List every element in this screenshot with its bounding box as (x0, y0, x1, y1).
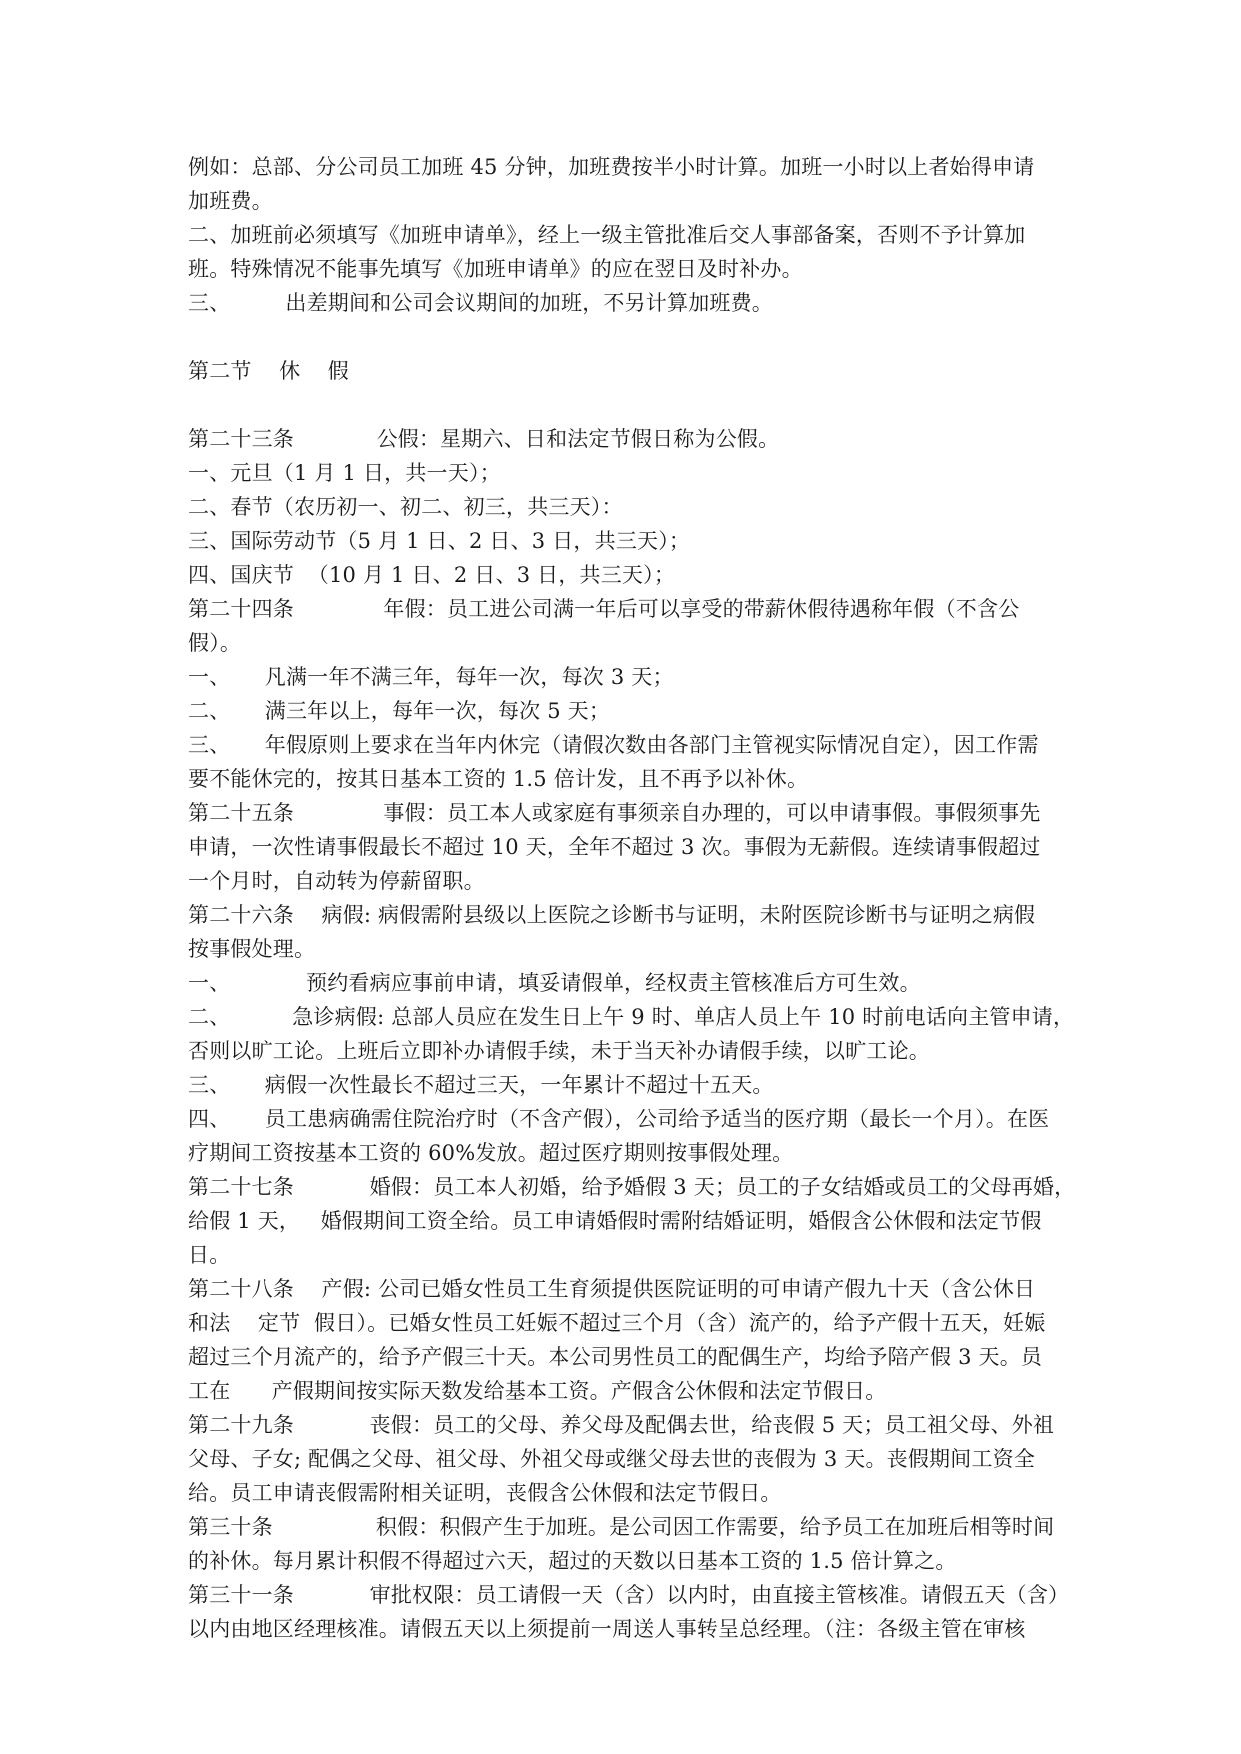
text-line: 要不能休完的，按其日基本工资的 1.5 倍计发，且不再予以补休。 (188, 767, 809, 791)
text-line: 三、国际劳动节（5 月 1 日、2 日、3 日，共三天）； (188, 529, 691, 553)
text-line: 第三十条 积假：积假产生于加班。是公司因工作需要，给予员工在加班后相等时间 (188, 1515, 1055, 1539)
text-line: 第二十三条 公假：星期六、日和法定节假日称为公假。 (188, 427, 780, 451)
text-line: 二、 急诊病假: 总部人员应在发生日上午 9 时、单店人员上午 10 时前电话向主管申请， (188, 1005, 1075, 1029)
text-line: 第二十五条 事假：员工本人或家庭有事须亲自办理的，可以申请事假。事假须事先 (188, 801, 1041, 825)
text-line: 假）。 (188, 631, 242, 655)
document-body (188, 150, 1076, 1646)
text-line: 例如：总部、分公司员工加班 45 分钟，加班费按半小时计算。加班一小时以上者始得申请 (188, 155, 1035, 179)
text-line: 第二十七条 婚假：员工本人初婚，给予婚假 3 天；员工的子女结婚或员工的父母再婚， (188, 1175, 1076, 1199)
text-line: 加班费。 (188, 189, 273, 213)
text-line: 和法 定节 假日）。已婚女性员工妊娠不超过三个月（含）流产的，给予产假十五天，妊娠 (188, 1311, 1046, 1335)
text-line: 一、元旦（1 月 1 日，共一天）； (188, 461, 501, 485)
text-line: 父母、子女; 配偶之父母、祖父母、外祖父母或继父母去世的丧假为 3 天。丧假期间工资全 (188, 1447, 1036, 1471)
text-line: 给。员工申请丧假需附相关证明，丧假含公休假和法定节假日。 (188, 1481, 782, 1505)
blank-line (188, 388, 1068, 422)
blank-line (188, 320, 1068, 354)
text-line: 工在 产假期间按实际天数发给基本工资。产假含公休假和法定节假日。 (188, 1379, 887, 1403)
text-line: 第三十一条 审批权限：员工请假一天（含）以内时，由直接主管核准。请假五天（含） (188, 1583, 1070, 1607)
text-line: 按事假处理。 (188, 937, 316, 961)
text-line: 四、国庆节 （10 月 1 日、2 日、3 日，共三天）； (188, 563, 676, 587)
text-line: 否则以旷工论。上班后立即补办请假手续，未于当天补办请假手续，以旷工论。 (188, 1039, 930, 1063)
text-line: 一、 凡满一年不满三年，每年一次，每次 3 天； (188, 665, 674, 689)
text-line: 的补休。每月累计积假不得超过六天，超过的天数以日基本工资的 1.5 倍计算之。 (188, 1549, 957, 1573)
text-line: 给假 1 天， 婚假期间工资全给。员工申请婚假时需附结婚证明，婚假含公休假和法定节假 (188, 1209, 1042, 1233)
text-line: 一个月时，自动转为停薪留职。 (188, 869, 485, 893)
text-line: 申请，一次性请事假最长不超过 10 天，全年不超过 3 次。事假为无薪假。连续请事假超过 (188, 835, 1041, 859)
text-line: 二、 满三年以上，每年一次，每次 5 天； (188, 699, 611, 723)
text-line: 三、 年假原则上要求在当年内休完（请假次数由各部门主管视实际情况自定），因工作需 (188, 733, 1039, 757)
text-line: 二、加班前必须填写《加班申请单》，经上一级主管批准后交人事部备案，否则不予计算加 (188, 223, 1026, 247)
text-line: 第二十四条 年假：员工进公司满一年后可以享受的带薪休假待遇称年假（不含公 (188, 597, 1020, 621)
text-line: 超过三个月流产的，给予产假三十天。本公司男性员工的配偶生产，均给予陪产假 3 天。员 (188, 1345, 1043, 1369)
text-line: 疗期间工资按基本工资的 60%发放。超过医疗期则按事假处理。 (188, 1141, 794, 1165)
section-heading: 第二节 休 假 (188, 359, 350, 383)
text-line: 四、 员工患病确需住院治疗时（不含产假），公司给予适当的医疗期（最长一个月）。在医 (188, 1107, 1050, 1131)
text-line: 第二十九条 丧假：员工的父母、养父母及配偶去世，给丧假 5 天；员工祖父母、外祖 (188, 1413, 1055, 1437)
text-line: 日。 (188, 1243, 231, 1267)
text-line: 一、 预约看病应事前申请，填妥请假单，经权责主管核准后方可生效。 (188, 971, 921, 995)
text-line: 第二十六条 病假: 病假需附县级以上医院之诊断书与证明，未附医院诊断书与证明之病假 (188, 903, 1036, 927)
text-line: 三、 出差期间和公司会议期间的加班，不另计算加班费。 (188, 291, 773, 315)
text-line: 班。特殊情况不能事先填写《加班申请单》的应在翌日及时补办。 (188, 257, 803, 281)
text-line: 三、 病假一次性最长不超过三天，一年累计不超过十五天。 (188, 1073, 774, 1097)
text-line: 二、春节（农历初一、初二、初三，共三天）： (188, 495, 623, 519)
text-line: 以内由地区经理核准。请假五天以上须提前一周送人事转呈总经理。（注：各级主管在审核 (188, 1617, 1026, 1641)
text-line: 第二十八条 产假: 公司已婚女性员工生育须提供医院证明的可申请产假九十天（含公休日 (188, 1277, 1036, 1301)
